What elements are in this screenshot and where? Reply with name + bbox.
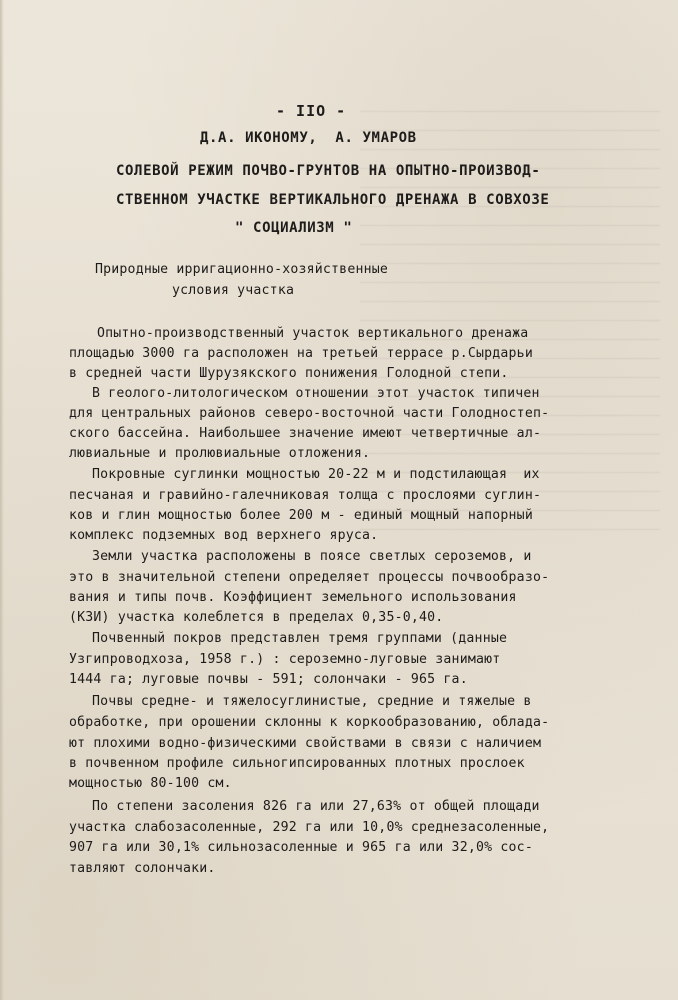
body-line: мощностью 80-100 см. [69, 776, 232, 791]
section-heading-line-1: Природные ирригационно-хозяйственные [95, 262, 389, 277]
body-line: лювиальные и пролювиальные отложения. [69, 446, 371, 461]
body-line: Земли участка расположены в поясе светлых сероземов, и [92, 549, 532, 564]
body-line: песчаная и гравийно-галечниковая толща с прослоями суглин- [69, 488, 542, 503]
body-line: это в значительной степени определяет процессы почвообразо- [69, 570, 550, 585]
body-line: ют плохими водно-физическими свойствами в связи с наличием [69, 736, 542, 751]
body-line: для центральных районов северо-восточной части Голодностеп- [69, 406, 550, 421]
title-line-1: СОЛЕВОЙ РЕЖИМ ПОЧВО-ГРУНТОВ НА ОПЫТНО-ПРОИЗВОД- [116, 163, 541, 179]
body-line: Почвенный покров представлен тремя группами (данные [92, 631, 508, 646]
title-line-2: СТВЕННОМ УЧАСТКЕ ВЕРТИКАЛЬНОГО ДРЕНАЖА В СОВХОЗЕ [116, 192, 550, 208]
authors: Д.А. ИКОНОМУ, А. УМАРОВ [200, 130, 417, 146]
body-line: ского бассейна. Наибольшее значение имеют четвертичные ал- [69, 426, 542, 441]
body-line: площадью 3000 га расположен на третьей террасе р.Сырдарьи [69, 346, 533, 361]
body-line: В геолого-литологическом отношении этот участок типичен [92, 386, 540, 401]
body-line: ков и глин мощностью более 200 м - единый мощный напорный [69, 508, 533, 523]
body-line: Опытно-производственный участок вертикального дренажа [97, 326, 529, 341]
body-line: участка слабозасоленные, 292 га или 10,0% среднезасоленные, [69, 820, 550, 835]
body-line: обработке, при орошении склонны к коркообразованию, облада- [69, 715, 550, 730]
page-number: - IIO - [276, 102, 347, 120]
body-line: тавляют солончаки. [69, 861, 216, 876]
body-line: 1444 га; луговые почвы - 591; солончаки - 965 га. [69, 672, 468, 687]
body-line: Покровные суглинки мощностью 20-22 м и подстилающая их [92, 467, 540, 482]
body-line: Узгипроводхоза, 1958 г.) : сероземно-луговые занимают [69, 652, 501, 667]
body-line: Почвы средне- и тяжелосуглинистые, средние и тяжелые в [92, 694, 532, 709]
body-line: 907 га или 30,1% сильнозасоленные и 965 га или 32,0% сос- [69, 840, 533, 855]
body-line: комплекс подземных вод верхнего яруса. [69, 528, 379, 543]
body-line: в средней части Шурузякского понижения Голодной степи. [69, 366, 509, 381]
page-edge-shadow [0, 0, 4, 1000]
body-line: (КЗИ) участка колеблется в пределах 0,35-0,40. [69, 610, 444, 625]
section-heading-line-2: условия участка [172, 283, 295, 298]
body-line: По степени засоления 826 га или 27,63% от общей площади [92, 799, 540, 814]
title-line-3: " СОЦИАЛИЗМ " [235, 220, 353, 236]
body-line: в почвенном профиле сильногипсированных плотных прослоек [69, 756, 525, 771]
body-line: вания и типы почв. Коэффициент земельного использования [69, 590, 517, 605]
